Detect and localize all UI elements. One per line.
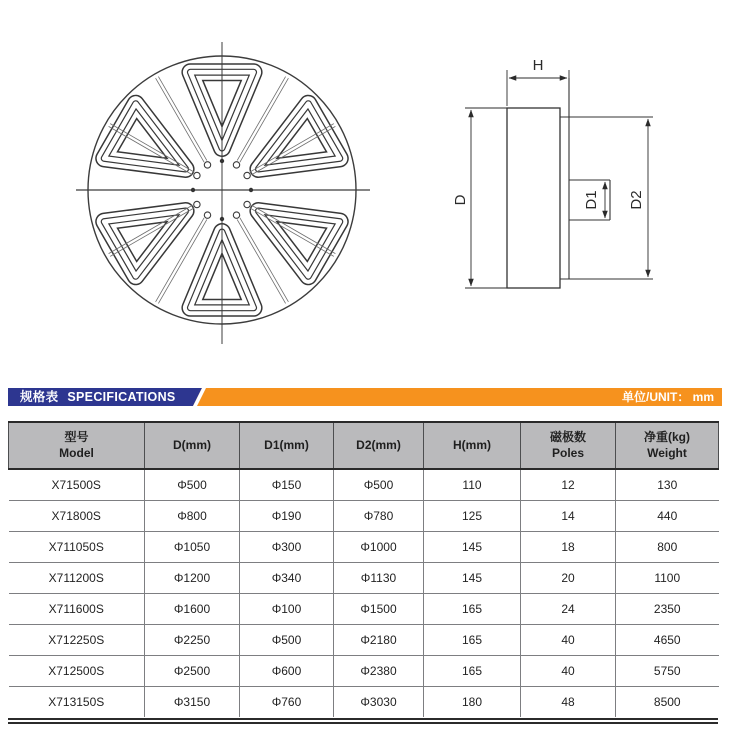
table-cell: Φ2180 — [334, 625, 424, 656]
table-cell: Φ780 — [334, 501, 424, 532]
table-cell: Φ1000 — [334, 532, 424, 563]
table-cell: 130 — [616, 469, 719, 501]
table-cell: Φ2250 — [145, 625, 240, 656]
table-row — [9, 594, 719, 625]
spec-bar — [8, 388, 722, 406]
bolt-hole — [194, 172, 200, 178]
table-cell: 145 — [424, 532, 521, 563]
table-cell: 18 — [521, 532, 616, 563]
bolt-hole — [194, 201, 200, 207]
bolt-hole — [204, 212, 210, 218]
table-cell: Φ1200 — [145, 563, 240, 594]
table-cell: Φ340 — [240, 563, 334, 594]
table-cell: X712500S — [9, 656, 145, 687]
table-cell: 40 — [521, 656, 616, 687]
table-cell: 145 — [424, 563, 521, 594]
table-cell: 14 — [521, 501, 616, 532]
table-cell: Φ190 — [240, 501, 334, 532]
table-cell: Φ760 — [240, 687, 334, 718]
column-header: D(mm) — [145, 422, 240, 469]
rotor-side-view-drawing — [440, 40, 730, 320]
table-cell: 125 — [424, 501, 521, 532]
table-cell: 165 — [424, 625, 521, 656]
table-cell: Φ600 — [240, 656, 334, 687]
table-cell: Φ3030 — [334, 687, 424, 718]
table-cell: Φ500 — [334, 469, 424, 501]
table-cell: 48 — [521, 687, 616, 718]
unit-label: 单位/UNIT： mm — [621, 390, 714, 404]
column-header: 型号 Model — [9, 422, 145, 469]
table-cell: 40 — [521, 625, 616, 656]
table-cell: 165 — [424, 656, 521, 687]
bolt-hole — [244, 172, 250, 178]
table-cell: Φ150 — [240, 469, 334, 501]
spec-bar-title-en: SPECIFICATIONS — [67, 390, 176, 404]
table-cell: 1100 — [616, 563, 719, 594]
center-hole-dot — [249, 188, 253, 192]
h-dimension-label: H — [532, 57, 544, 74]
table-cell: X713150S — [9, 687, 145, 718]
d1-dimension-label: D1 — [583, 190, 600, 210]
table-cell: X711050S — [9, 532, 145, 563]
center-hole-dot — [220, 159, 224, 163]
column-header: H(mm) — [424, 422, 521, 469]
table-row — [9, 532, 719, 563]
table-cell: X712250S — [9, 625, 145, 656]
table-row — [9, 625, 719, 656]
table-cell: Φ1130 — [334, 563, 424, 594]
table-row — [9, 563, 719, 594]
table-bottom-double-line — [8, 718, 718, 724]
table-cell: 180 — [424, 687, 521, 718]
table-cell: X71800S — [9, 501, 145, 532]
table-cell: 12 — [521, 469, 616, 501]
table-cell: Φ100 — [240, 594, 334, 625]
table-cell: 8500 — [616, 687, 719, 718]
table-cell: X71500S — [9, 469, 145, 501]
d2-dimension-label: D2 — [628, 190, 645, 210]
table-row — [9, 501, 719, 532]
center-hole-dot — [191, 188, 195, 192]
table-row — [9, 656, 719, 687]
table-cell: 440 — [616, 501, 719, 532]
column-header: D1(mm) — [240, 422, 334, 469]
d-dimension-label: D — [452, 194, 469, 206]
table-cell: Φ2500 — [145, 656, 240, 687]
table-cell: Φ800 — [145, 501, 240, 532]
table-cell: 800 — [616, 532, 719, 563]
column-header: D2(mm) — [334, 422, 424, 469]
table-cell: Φ500 — [240, 625, 334, 656]
table-cell: Φ3150 — [145, 687, 240, 718]
bolt-hole — [204, 162, 210, 168]
table-cell: Φ1500 — [334, 594, 424, 625]
bolt-hole — [233, 212, 239, 218]
table-cell: 165 — [424, 594, 521, 625]
rotor-front-view-drawing — [60, 30, 420, 370]
table-cell: 4650 — [616, 625, 719, 656]
table-cell: 2350 — [616, 594, 719, 625]
table-cell: X711600S — [9, 594, 145, 625]
spec-bar-title — [20, 388, 176, 406]
table-cell: 24 — [521, 594, 616, 625]
column-header: 净重(kg) Weight — [616, 422, 719, 469]
spec-table — [8, 421, 719, 717]
table-cell: Φ300 — [240, 532, 334, 563]
spec-bar-title-zh: 规格表 — [20, 390, 59, 404]
table-cell: 20 — [521, 563, 616, 594]
center-hole-dot — [220, 217, 224, 221]
table-cell: 110 — [424, 469, 521, 501]
table-cell: Φ2380 — [334, 656, 424, 687]
bolt-hole — [244, 201, 250, 207]
table-cell: X711200S — [9, 563, 145, 594]
header-row — [9, 422, 719, 469]
table-cell: Φ1050 — [145, 532, 240, 563]
table-row — [9, 469, 719, 501]
column-header: 磁极数 Poles — [521, 422, 616, 469]
table-cell: Φ500 — [145, 469, 240, 501]
table-cell: Φ1600 — [145, 594, 240, 625]
table-row — [9, 687, 719, 718]
rotor-body-outline — [507, 108, 560, 288]
table-cell: 5750 — [616, 656, 719, 687]
bolt-hole — [233, 162, 239, 168]
